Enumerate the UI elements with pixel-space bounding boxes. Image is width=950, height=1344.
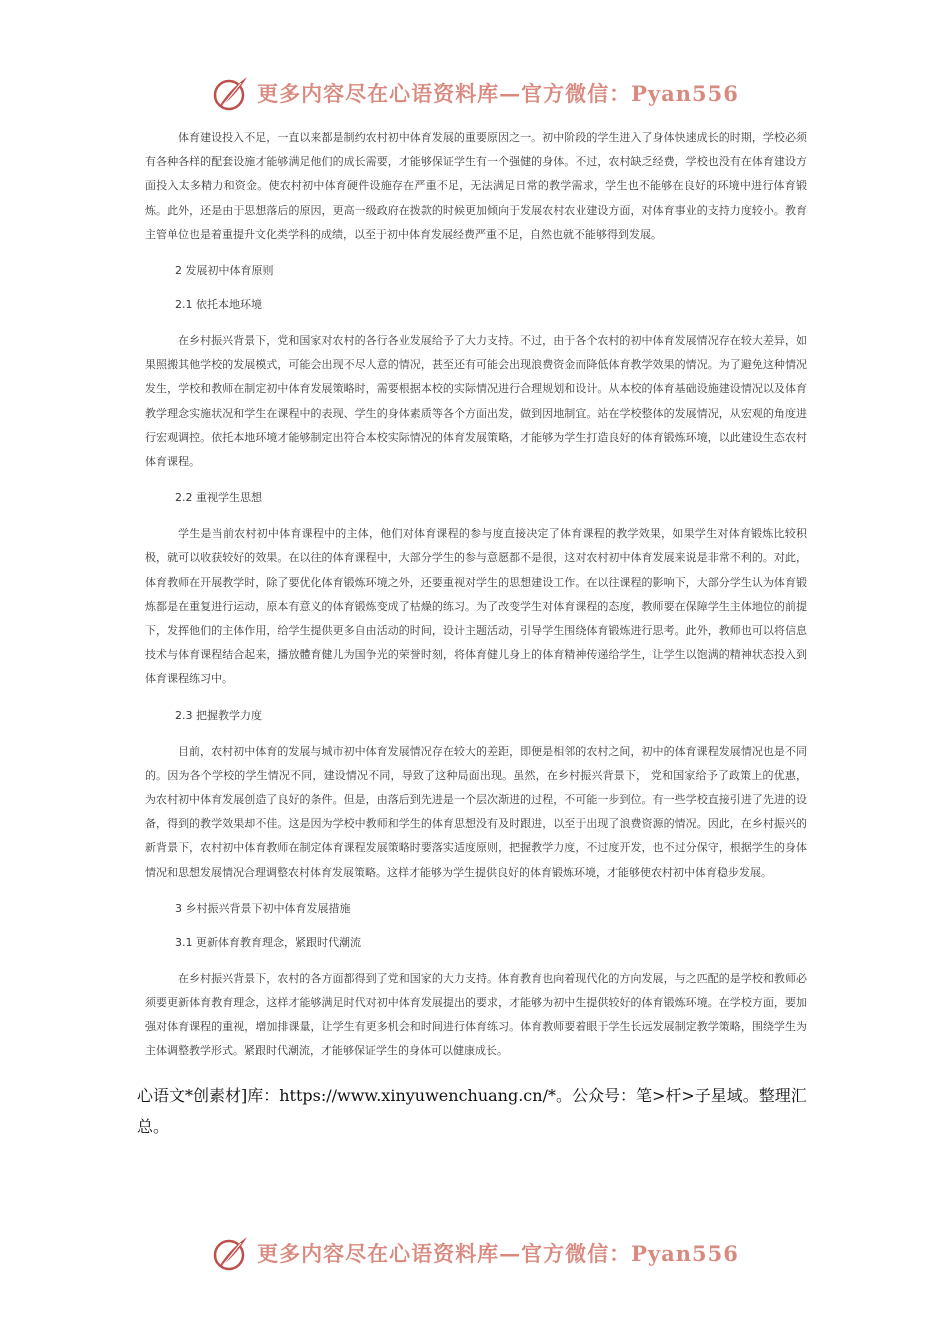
paragraph-2-1: 在乡村振兴背景下，党和国家对农村的各行各业发展给予了大力支持。不过，由于各个农村的初中体育发展情况存在较大差异，如果照搬其他学校的发展模式，可能会出现不尽人意的情况，甚至还有可能会出现浪费资金而降低体育教学效果的情况。为了避免这种情况发生，学校和教师在制定初中体育发展策略时，需要根据本校的实际情况进行合理规划和设计。从本校的体育基础设施建设情况以及体育教学理念实施状况和学生在课程中的表现、学生的身体素质等各个方面出发，做到因地制宜。站在学校整体的发展情况，从宏观的角度进行宏观调控。依托本地环境才能够制定出符合本校实际情况的体育发展策略，才能够为学生打造良好的体育锻炼环境，以此建设生态农村体育课程。 (145, 334, 807, 469)
paragraph-2-2: 学生是当前农村初中体育课程中的主体，他们对体育课程的参与度直接决定了体育课程的教学效果，如果学生对体育锻炼比较积极，就可以收获较好的效果。在以往的体育课程中，大部分学生的参与意愿都不是很，这对农村初中体育发展来说是非常不利的。对此，体育教师在开展教学时，除了要优化体育锻炼环境之外，还要重视对学生的思想建设工作。在以往课程的影响下，大部分学生认为体育锻炼都是在重复进行运动，原本有意义的体育锻炼变成了枯燥的练习。为了改变学生对体育课程的态度，教师要在保障学生主体地位的前提下，发挥他们的主体作用，给学生提供更多自由活动的时间，设计主题活动，引导学生围绕体育锻炼进行思考。此外，教师也可以将信息技术与体育课程结合起来，播放體育健儿为国争光的荣誉时刻，将体育健儿身上的体育精神传递给学生，让学生以饱满的精神状态投入到体育课程练习中。 (145, 527, 807, 686)
article-body (145, 126, 807, 1064)
feather-pen-icon (211, 73, 251, 113)
source-note: 心语文*创素材]库：https://www.xinyuwenchuang.cn/*。公众号：笔>杆>子星域。整理汇总。 (137, 1086, 807, 1136)
subsection-heading-2-2: 2.2 重视学生思想 (175, 491, 262, 505)
paragraph-2-3: 目前，农村初中体育的发展与城市初中体育发展情况存在较大的差距，即便是相邻的农村之间，初中的体育课程发展情况也是不同的。因为各个学校的学生情况不同，建设情况不同，导致了这种局面出现。虽然，在乡村振兴背景下， 党和国家给予了政策上的优惠，为农村初中体育发展创造了良好的条件。但是，由落后到先进是一个层次渐进的过程，不可能一步到位。有一些学校直接引进了先进的设备，得到的教学效果却不佳。这是因为学校中教师和学生的体育思想没有及时跟进，以至于出现了浪费资源的情况。因此，在乡村振兴的新背景下，农村初中体育教师在制定体育课程发展策略时要落实适度原则，把握教学力度，不过度开发，也不过分保守，根据学生的身体情况和思想发展情况合理调整农村体育发展策略。这样才能够为学生提供良好的体育锻炼环境，才能够使农村初中体育稳步发展。 (145, 744, 807, 879)
section-heading-3: 3 乡村振兴背景下初中体育发展措施 (175, 901, 351, 915)
feather-pen-icon (211, 1233, 251, 1273)
banner-slogan: 更多内容尽在心语资料库—官方微信：Pyan556 (257, 81, 739, 106)
footer-banner (0, 1228, 950, 1278)
subsection-heading-2-3: 2.3 把握教学力度 (175, 708, 262, 722)
paragraph-intro: 体育建设投入不足，一直以来都是制约农村初中体育发展的重要原因之一。初中阶段的学生进入了身体快速成长的时期，学校必须有各种各样的配套设施才能够满足他们的成长需要，才能够保证学生有一个强健的身体。不过，农村缺乏经费，学校也没有在体育建设方面投入太多精力和资金。使农村初中体育硬件设施存在严重不足，无法满足日常的教学需求，学生也不能够在良好的环境中进行体育锻炼。此外，还是由于思想落后的原因，更高一级政府在拨款的时候更加倾向于发展农村农业建设方面，对体育事业的支持力度较小。教育主管单位也是着重提升文化类学科的成绩，以至于初中体育发展经费严重不足，自然也就不能够得到发展。 (145, 131, 807, 241)
section-heading-2: 2 发展初中体育原则 (175, 264, 274, 278)
banner-slogan: 更多内容尽在心语资料库—官方微信：Pyan556 (257, 1241, 739, 1266)
header-banner (0, 68, 950, 118)
subsection-heading-3-1: 3.1 更新体育教育理念，紧跟时代潮流 (175, 935, 361, 949)
paragraph-3-1: 在乡村振兴背景下，农村的各方面都得到了党和国家的大力支持。体育教育也向着现代化的方向发展，与之匹配的是学校和教师必须要更新体育教育理念，这样才能够满足时代对初中体育发展提出的要求，才能够为初中生提供较好的体育锻炼环境。在学校方面，要加强对体育课程的重视，增加排课量，让学生有更多机会和时间进行体育练习。体育教师要着眼于学生长远发展制定教学策略，围绕学生为主体调整教学形式。紧跟时代潮流，才能够保证学生的身体可以健康成长。 (145, 971, 807, 1058)
subsection-heading-2-1: 2.1 依托本地环境 (175, 298, 262, 312)
